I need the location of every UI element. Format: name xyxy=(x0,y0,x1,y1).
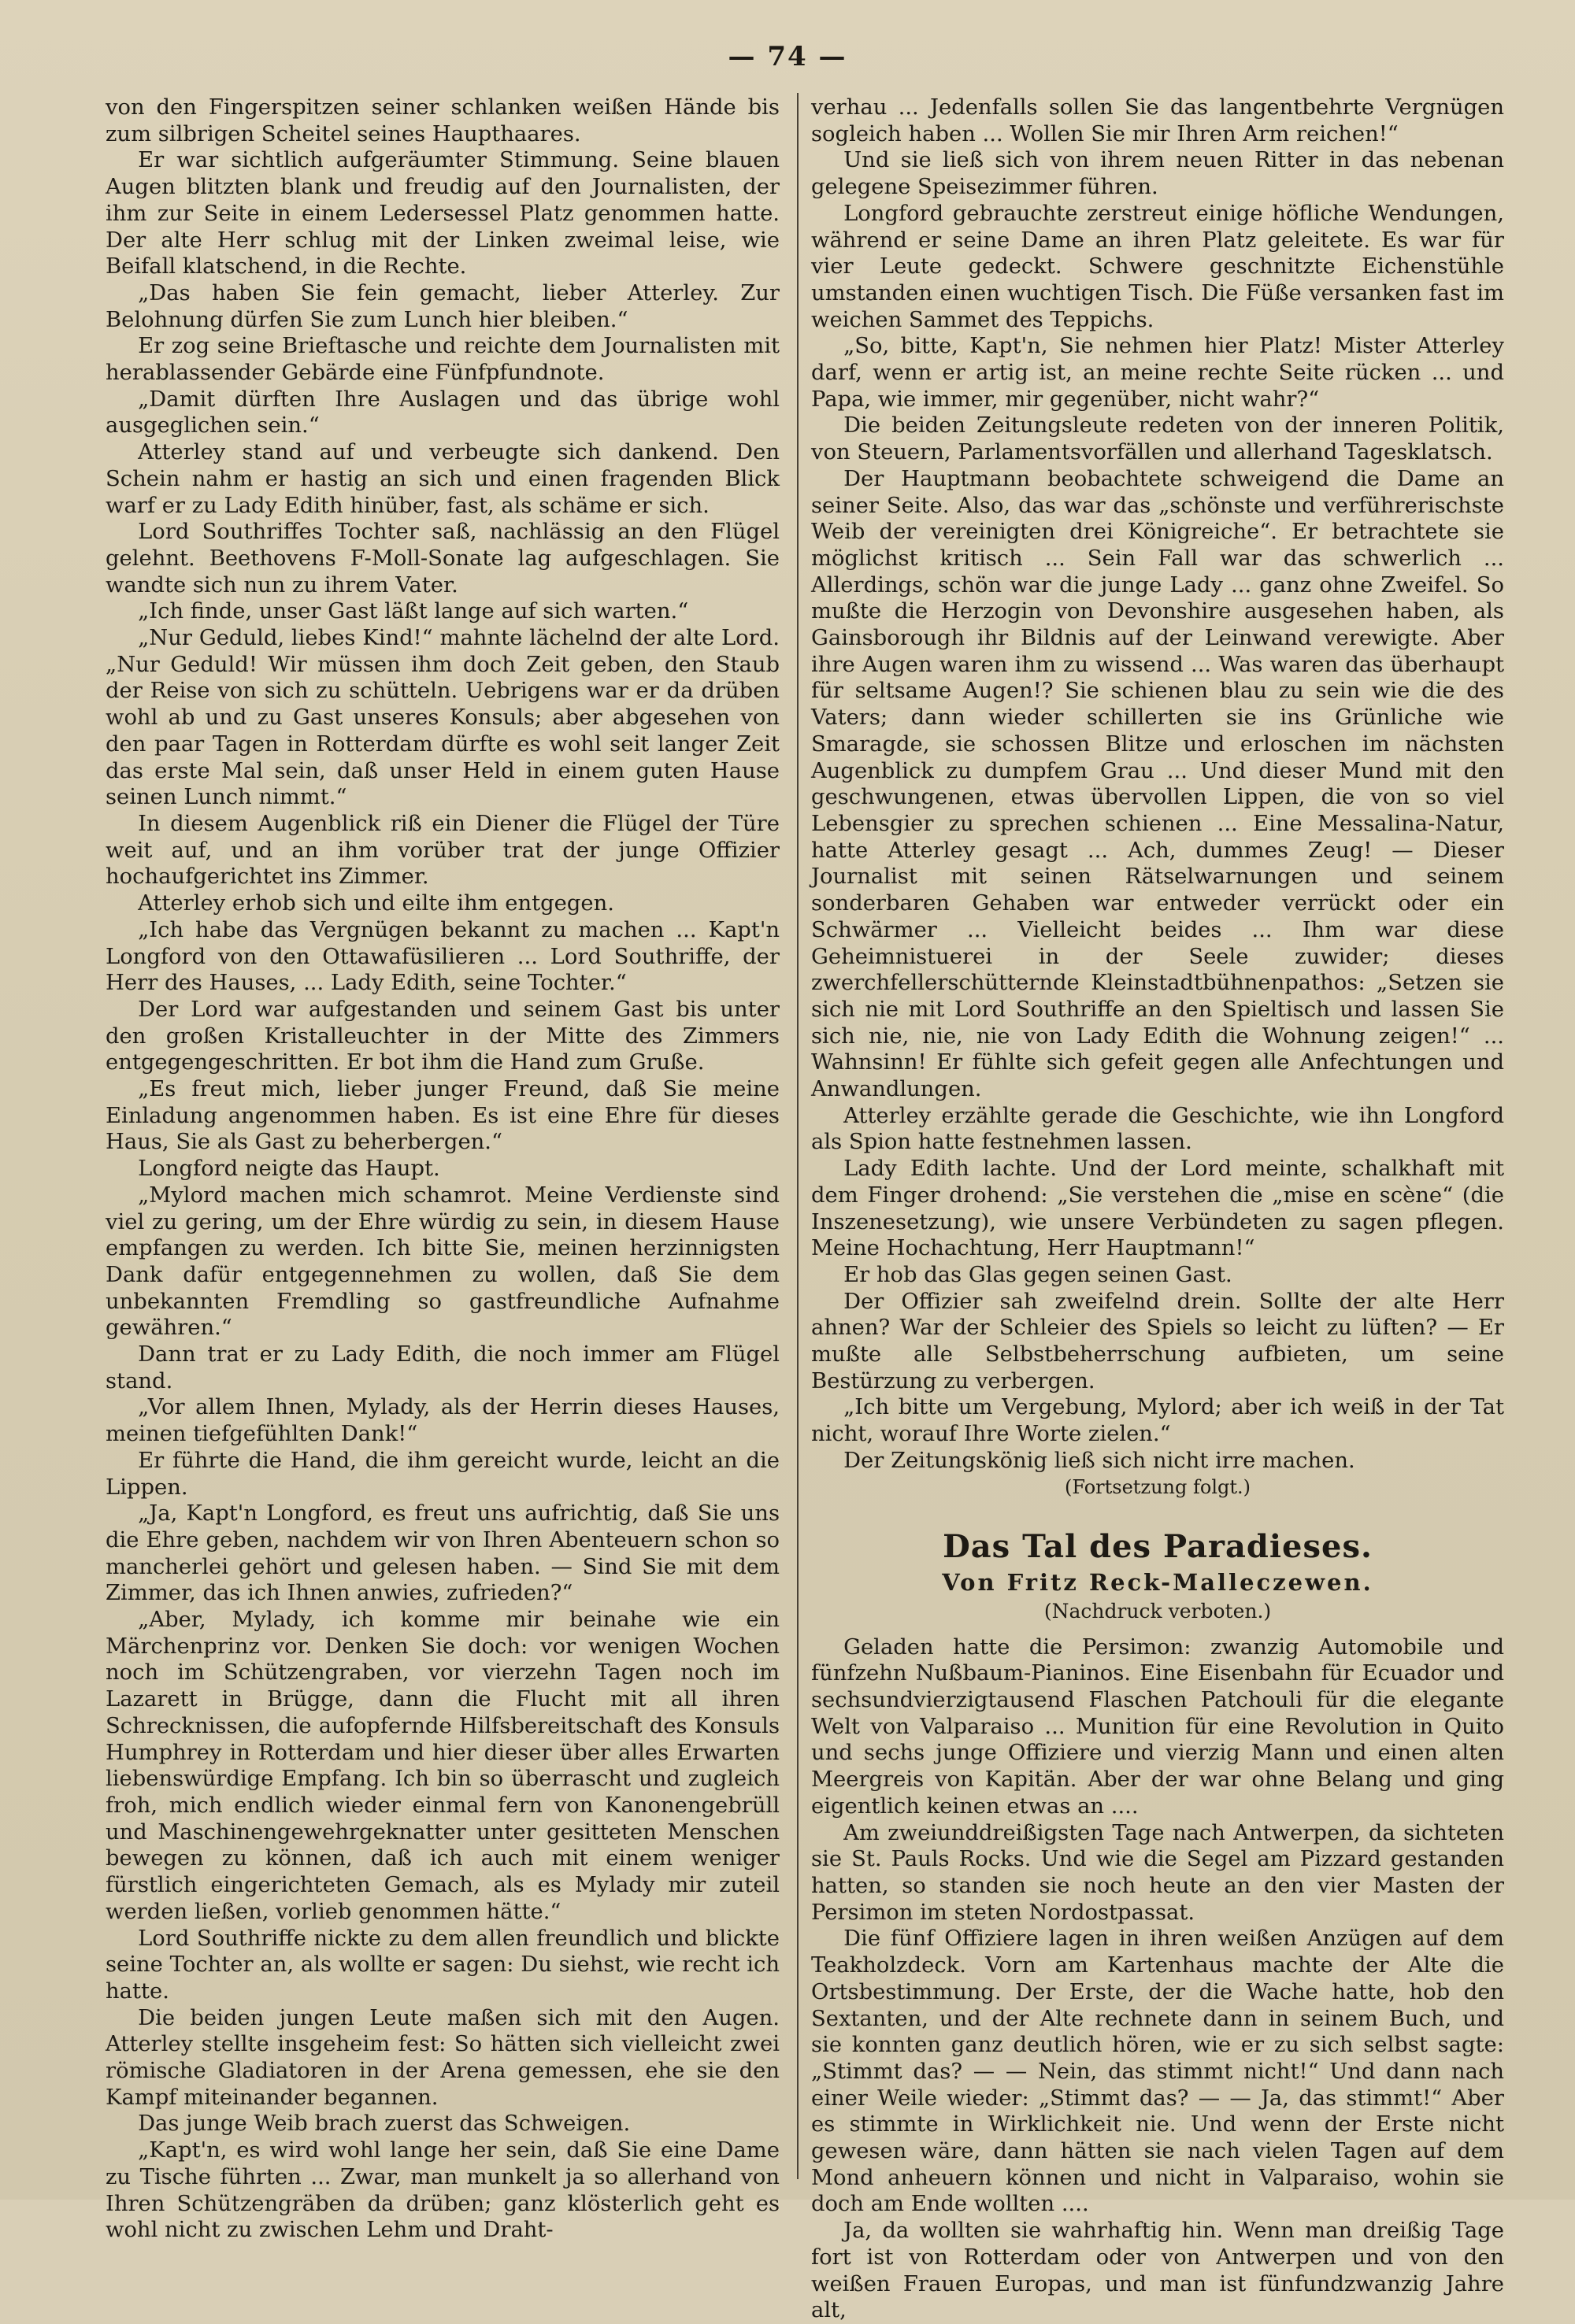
story-byline: Von Fritz Reck-Malleczewen. xyxy=(942,1569,1373,1597)
paragraph: Am zweiunddreißigsten Tage nach Antwerpen, da sichteten sie St. Pauls Rocks. Und wie die Segel am Pizzard gestanden hatten, so standen sie noch heute an den vier Masten der Persimon im steten Nordostpassat. xyxy=(811,1820,1504,1925)
paragraph: Die fünf Offiziere lagen in ihren weißen Anzügen auf dem Teakholzdeck. Vorn am Kartenhaus machte der Alte die Ortsbestimmung. Der Erste, der die Wache hatte, hob den Sextanten, und der Alte rechnete dann in seinem Buch, und sie konnten ganz deutlich hören, wie er zu sich selbst sagte: „Stimmt das? — — Nein, das stimmt nicht!“ Und dann nach einer Weile wieder: „Stimmt das? — — Ja, das stimmt!“ Aber es stimmte in Wirklichkeit nie. Und wenn der Erste nicht gewesen wäre, dann hätten sie nach vielen Tagen auf dem Mond anheuern können und nicht in Valparaiso, wohin sie doch am Ende wollten .... xyxy=(811,1926,1504,2217)
paragraph: Und sie ließ sich von ihrem neuen Ritter in das nebenan gelegene Speisezimmer führen. xyxy=(811,148,1504,200)
paragraph: Der Offizier sah zweifelnd drein. Sollte der alte Herr ahnen? War der Schleier des Spiels so leicht zu lüften? — Er mußte alle Selbstbeherrschung aufbieten, um seine Bestürzung zu verbergen. xyxy=(811,1289,1504,1393)
paragraph: „Aber, Mylady, ich komme mir beinahe wie ein Märchenprinz vor. Denken Sie doch: vor wenigen Wochen noch im Schützengraben, vor vierzehn Tagen noch im Lazarett in Brügge, dann die Flucht mit all ihren Schrecknissen, die aufopfernde Hilfsbereitschaft des Konsuls Humphrey in Rotterdam und hier dieser über alles Erwarten liebenswürdige Empfang. Ich bin so überrascht und zugleich froh, mich endlich wieder einmal fern von Kanonengebrüll und Maschinengewehrgeknatter unter gesitteten Menschen bewegen zu können, daß ich auch mit einem weniger fürstlich eingerichteten Gemach, als es Mylady mir zuteil werden ließen, vorlieb genommen hätte.“ xyxy=(106,1608,780,1924)
paragraph: Er hob das Glas gegen seinen Gast. xyxy=(843,1262,1232,1287)
paragraph: Lord Southriffe nickte zu dem allen freundlich und blickte seine Tochter an, als wollte er sagen: Du siehst, wie recht ich hatte. xyxy=(106,1926,780,2004)
paragraph: „Ja, Kapt'n Longford, es freut uns aufrichtig, daß Sie uns die Ehre geben, nachdem wir von Ihren Abenteuern schon so mancherlei gehört und gelesen haben. — Sind Sie mit dem Zimmer, das ich Ihnen anwies, zufrieden?“ xyxy=(106,1501,780,1606)
paragraph: Longford gebrauchte zerstreut einige höfliche Wendungen, während er seine Dame an ihren Platz geleitete. Es war für vier Leute gedeckt. Schwere geschnitzte Eichenstühle umstanden einen wuchtigen Tisch. Die Füße versanken fast im weichen Sammet des Teppichs. xyxy=(811,201,1504,332)
left-column xyxy=(106,94,780,2243)
paragraph: verhau ... Jedenfalls sollen Sie das langentbehrte Vergnügen sogleich haben ... Wollen Sie mir Ihren Arm reichen!“ xyxy=(811,95,1504,146)
story-body xyxy=(811,1634,1504,2324)
paragraph: „Mylord machen mich schamrot. Meine Verdienste sind viel zu gering, um der Ehre würdig zu sein, in diesem Hause empfangen zu werden. Ich bitte Sie, meinen herzinnigsten Dank dafür entgegennehmen zu wollen, daß Sie dem unbekannten Fremdling so gastfreundliche Aufnahme gewähren.“ xyxy=(106,1182,780,1341)
paragraph: „Es freut mich, lieber junger Freund, daß Sie meine Einladung angenommen haben. Es ist eine Ehre für dieses Haus, Sie als Gast zu beherbergen.“ xyxy=(106,1077,780,1155)
paragraph: „Vor allem Ihnen, Mylady, als der Herrin dieses Hauses, meinen tiefgefühlten Dank!“ xyxy=(106,1395,780,1447)
paragraph: Der Hauptmann beobachtete schweigend die Dame an seiner Seite. Also, das war das „schönste und verführerischste Weib der vereinigten drei Königreiche“. Er betrachtete sie möglichst kritisch ... Sein Fall war das schwerlich ... Allerdings, schön war die junge Lady ... ganz ohne Zweifel. So mußte die Herzogin von Devonshire ausgesehen haben, als Gainsborough ihr Bildnis auf der Leinwand verewigte. Aber ihre Augen waren ihm zu wissend ... Was waren das überhaupt für seltsame Augen!? Sie schienen blau zu sein wie die des Vaters; dann wieder schillerten sie ins Grünliche wie Smaragde, sie schossen Blitze und erloschen im nächsten Augenblick zu dumpfem Grau ... Und dieser Mund mit den geschwungenen, etwas übervollen Lippen, die von so viel Lebensgier zu sprechen schienen ... Eine Messalina-Natur, hatte Atterley gesagt ... Ach, dummes Zeug! — Dieser Journalist mit seinen Rätselwarnungen und seinem sonderbaren Gehaben war entweder verrückt oder ein Schwärmer ... Vielleicht beides ... Ihm war diese Geheimnistuerei in der Seele zuwider; dieses zwerchfellerschütternde Kleinstadtbühnenpathos: „Setzen sie sich nie mit Lord Southriffe an den Spieltisch und lassen Sie sich nie, nie, nie von Lady Edith die Wohnung zeigen!“ ... Wahnsinn! Er fühlte sich gefeit gegen alle Anfechtungen und Anwandlungen. xyxy=(811,466,1504,1102)
paragraph: „Kapt'n, es wird wohl lange her sein, daß Sie eine Dame zu Tische führten ... Zwar, man munkelt ja so allerhand von Ihren Schützengräben da drüben; ganz klösterlich geht es wohl nicht zu zwischen Lehm und Draht- xyxy=(106,2138,780,2243)
paragraph: „Ich habe das Vergnügen bekannt zu machen ... Kapt'n Longford von den Ottawafüsilieren ... Lord Southriffe, der Herr des Hauses, ... Lady Edith, seine Tochter.“ xyxy=(106,917,780,996)
paragraph: Er zog seine Brieftasche und reichte dem Journalisten mit herablassender Gebärde eine Fünfpfundnote. xyxy=(106,334,780,386)
paragraph: Dann trat er zu Lady Edith, die noch immer am Flügel stand. xyxy=(106,1342,780,1393)
right-column xyxy=(811,94,1504,2323)
paragraph: Er führte die Hand, die ihm gereicht wurde, leicht an die Lippen. xyxy=(106,1448,780,1500)
paragraph: Ja, da wollten sie wahrhaftig hin. Wenn man dreißig Tage fort ist von Rotterdam oder von Antwerpen und von den weißen Frauen Europas, und man ist fünfundzwanzig Jahre alt, xyxy=(811,2219,1504,2323)
paragraph: Er war sichtlich aufgeräumter Stimmung. Seine blauen Augen blitzten blank und freudig auf den Journalisten, der ihm zur Seite in einem Ledersessel Platz genommen hatte. Der alte Herr schlug mit der Linken zweimal leise, wie Beifall klatschend, in die Rechte. xyxy=(106,148,780,279)
paragraph: Atterley erhob sich und eilte ihm entgegen. xyxy=(138,891,614,916)
paragraph: Der Lord war aufgestanden und seinem Gast bis unter den großen Kristalleuchter in der Mitte des Zimmers entgegengeschritten. Er bot ihm die Hand zum Gruße. xyxy=(106,997,780,1075)
paragraph: von den Fingerspitzen seiner schlanken weißen Hände bis zum silbrigen Scheitel seines Haupthaares. xyxy=(106,95,780,146)
paragraph: Lord Southriffes Tochter saß, nachlässig an den Flügel gelehnt. Beethovens F-Moll-Sonate lag aufgeschlagen. Sie wandte sich nun zu ihrem Vater. xyxy=(106,520,780,598)
paragraph: Atterley stand auf und verbeugte sich dankend. Den Schein nahm er hastig an sich und einen fragenden Blick warf er zu Lady Edith hinüber, fast, als schäme er sich. xyxy=(106,440,780,518)
paragraph: Das junge Weib brach zuerst das Schweigen. xyxy=(138,2111,631,2137)
paragraph: Lady Edith lachte. Und der Lord meinte, schalkhaft mit dem Finger drohend: „Sie verstehen die „mise en scène“ (die Inszenesetzung), wie unsere Verbündeten zu sagen pflegen. Meine Hochachtung, Herr Hauptmann!“ xyxy=(811,1156,1504,1261)
story-reprint-note: (Nachdruck verboten.) xyxy=(1043,1599,1272,1623)
paragraph: Geladen hatte die Persimon: zwanzig Automobile und fünfzehn Nußbaum-Pianinos. Eine Eisenbahn für Ecuador und sechsundvierzigtausend Flaschen Patchouli für die elegante Welt von Valparaiso ... Munition für eine Revolution in Quito und sechs junge Offiziere und vierzig Mann und einen alten Meergreis von Kapitän. Aber der war ohne Belang und ging eigentlich keinen etwas an .... xyxy=(811,1634,1504,1819)
continuation-note: (Fortsetzung folgt.) xyxy=(1065,1475,1251,1498)
paragraph: „Damit dürften Ihre Auslagen und das übrige wohl ausgeglichen sein.“ xyxy=(106,387,780,439)
page-number: — 74 — xyxy=(728,41,847,72)
paragraph: Atterley erzählte gerade die Geschichte, wie ihn Longford als Spion hatte festnehmen lassen. xyxy=(811,1103,1504,1155)
paragraph: Longford neigte das Haupt. xyxy=(138,1156,440,1182)
paragraph: In diesem Augenblick riß ein Diener die Flügel der Türe weit auf, und an ihm vorüber trat der junge Offizier hochaufgerichtet ins Zimmer. xyxy=(106,811,780,890)
paragraph: „So, bitte, Kapt'n, Sie nehmen hier Platz! Mister Atterley darf, wenn er artig ist, an meine rechte Seite rücken ... und Papa, wie immer, mir gegenüber, nicht wahr?“ xyxy=(811,334,1504,412)
paragraph: „Das haben Sie fein gemacht, lieber Atterley. Zur Belohnung dürfen Sie zum Lunch hier bleiben.“ xyxy=(106,280,780,332)
column-divider xyxy=(797,93,799,2179)
paragraph: Der Zeitungskönig ließ sich nicht irre machen. xyxy=(843,1448,1355,1473)
paragraph: „Ich finde, unser Gast läßt lange auf sich warten.“ xyxy=(138,599,689,624)
paragraph: Die beiden jungen Leute maßen sich mit den Augen. Atterley stellte insgeheim fest: So hätten sich vielleicht zwei römische Gladiatoren in der Arena gemessen, ehe sie den Kampf miteinander begannen. xyxy=(106,2005,780,2110)
paragraph: „Ich bitte um Vergebung, Mylord; aber ich weiß in der Tat nicht, worauf Ihre Worte zielen.“ xyxy=(811,1395,1504,1447)
story-title: Das Tal des Paradieses. xyxy=(943,1528,1373,1566)
serial-continuation xyxy=(811,94,1504,1475)
paragraph: „Nur Geduld, liebes Kind!“ mahnte lächelnd der alte Lord. „Nur Geduld! Wir müssen ihm doch Zeit geben, den Staub der Reise von sich zu schütteln. Uebrigens war er da drüben wohl ab und zu Gast unseres Konsuls; aber abgesehen von den paar Tagen in Rotterdam dürfte es wohl seit langer Zeit das erste Mal sein, daß unser Held in einem guten Hause seinen Lunch nimmt.“ xyxy=(106,626,780,810)
paragraph: Die beiden Zeitungsleute redeten von der inneren Politik, von Steuern, Parlamentsvorfällen und allerhand Tagesklatsch. xyxy=(811,413,1504,465)
